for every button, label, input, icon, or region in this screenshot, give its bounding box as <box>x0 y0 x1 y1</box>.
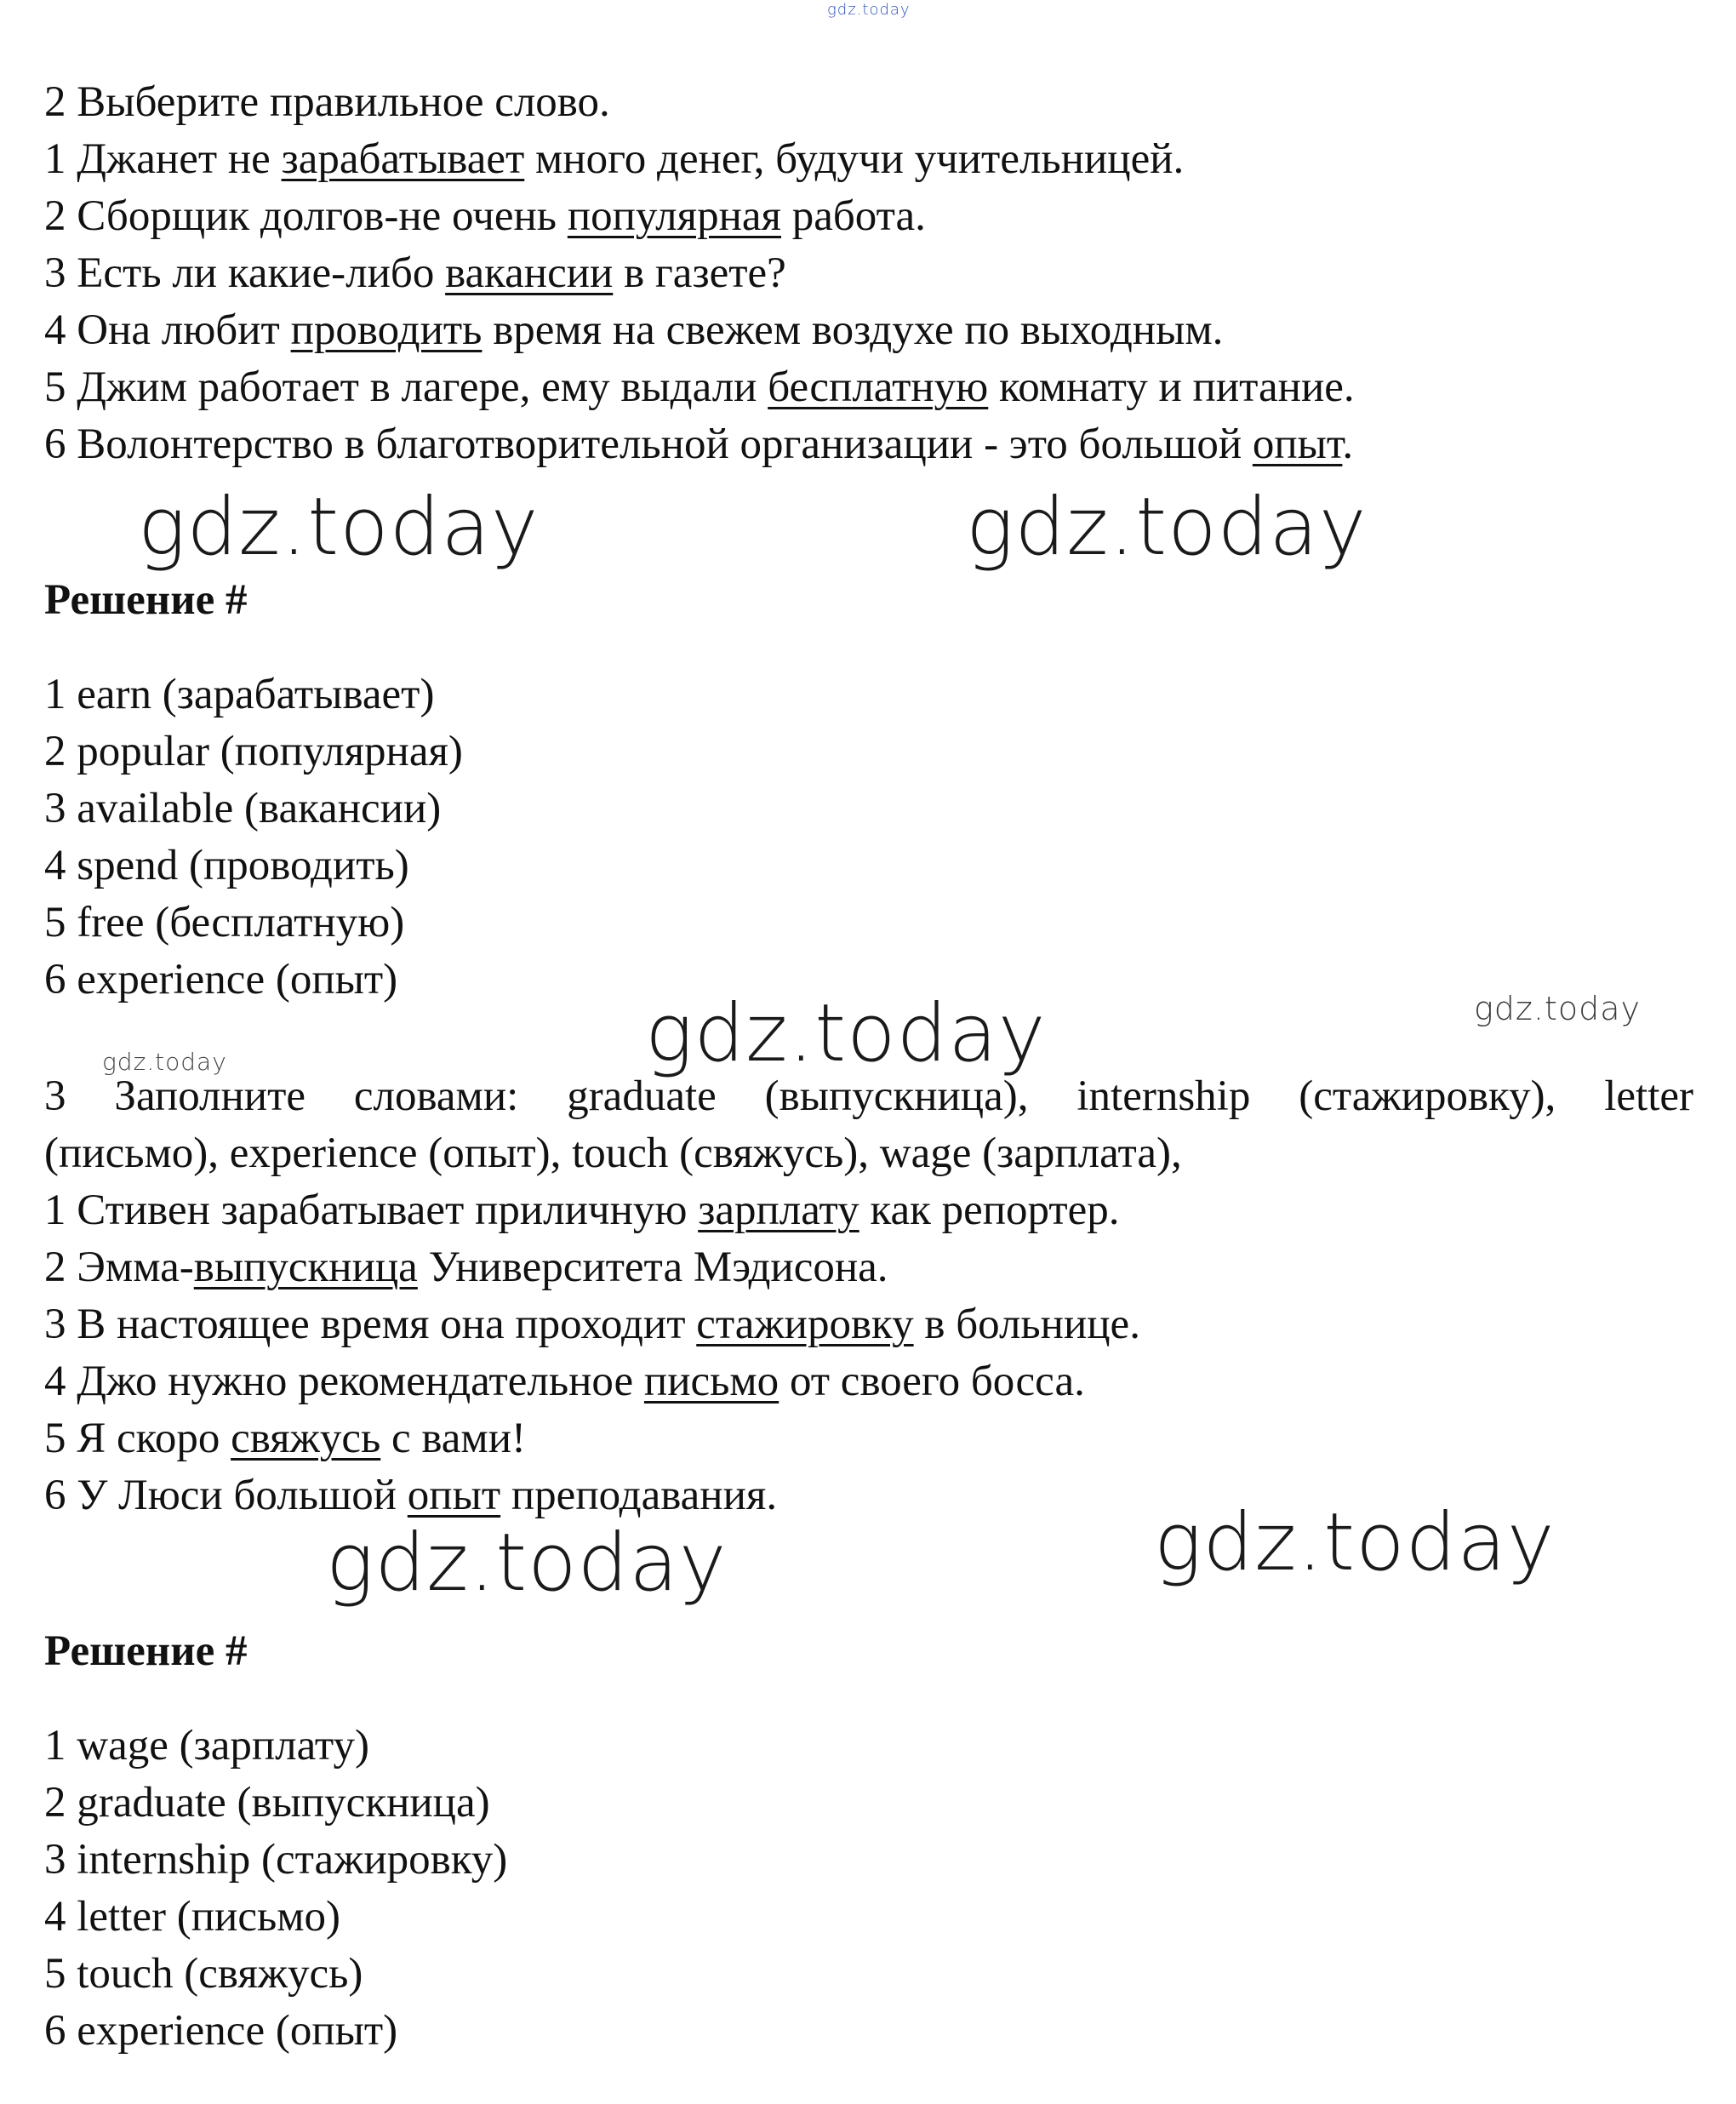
watermark: gdz.today <box>138 481 540 574</box>
section-3-title: 3 Заполните словами: graduate (выпускница), internship (стажировку), letter <box>44 1072 1693 1120</box>
section-3-item: 4 Джо нужно рекомендательное письмо от своего босса. <box>44 1358 1085 1405</box>
answer-line: 1 earn (зарабатывает) <box>44 671 435 718</box>
watermark: gdz.today <box>1474 990 1641 1027</box>
section-2-item: 2 Сборщик долгов-не очень популярная работа. <box>44 192 926 240</box>
watermark: gdz.today <box>645 987 1047 1080</box>
answer-line: 5 touch (свяжусь) <box>44 1950 363 1998</box>
watermark: gdz.today <box>102 1048 227 1076</box>
underlined-word: письмо <box>643 1358 779 1405</box>
section-2-item: 3 Есть ли какие-либо вакансии в газете? <box>44 249 786 297</box>
answer-line: 6 experience (опыт) <box>44 2007 398 2055</box>
section-2-title: 2 Выберите правильное слово. <box>44 78 610 126</box>
solution-heading: Решение # <box>44 1627 248 1675</box>
watermark: gdz.today <box>326 1517 728 1609</box>
underlined-word: зарабатывает <box>281 135 525 183</box>
answer-line: 4 spend (проводить) <box>44 842 409 889</box>
watermark: gdz.today <box>966 481 1368 574</box>
solution-heading: Решение # <box>44 576 248 624</box>
underlined-word: популярная <box>567 192 781 240</box>
section-2-item: 1 Джанет не зарабатывает много денег, будучи учительницей. <box>44 135 1185 183</box>
section-3-item: 1 Стивен зарабатывает приличную зарплату как репортер. <box>44 1186 1120 1234</box>
answer-line: 1 wage (зарплату) <box>44 1722 370 1770</box>
underlined-word: свяжусь <box>231 1415 381 1462</box>
answer-line: 5 free (бесплатную) <box>44 899 405 946</box>
underlined-word: вакансии <box>445 249 614 297</box>
answer-line: 6 experience (опыт) <box>44 956 398 1003</box>
answer-line: 2 graduate (выпускница) <box>44 1779 490 1827</box>
underlined-word: опыт <box>1252 420 1343 468</box>
section-2-item: 6 Волонтерство в благотворительной организации - это большой опыт. <box>44 420 1354 468</box>
answer-line: 2 popular (популярная) <box>44 728 463 775</box>
underlined-word: стажировку <box>696 1301 914 1348</box>
answer-line: 3 internship (стажировку) <box>44 1836 508 1884</box>
underlined-word: зарплату <box>698 1186 859 1234</box>
section-3-item: 5 Я скоро свяжусь с вами! <box>44 1415 526 1462</box>
section-3-item: 3 В настоящее время она проходит стажировку в больнице. <box>44 1301 1140 1348</box>
underlined-word: проводить <box>290 306 483 354</box>
underlined-word: выпускница <box>193 1244 418 1291</box>
watermark: gdz.today <box>1154 1496 1556 1589</box>
section-3-title-continued: (письмо), experience (опыт), touch (свяжусь), wage (зарплата), <box>44 1129 1182 1177</box>
section-3-item: 6 У Люси большой опыт преподавания. <box>44 1472 778 1519</box>
section-2-item: 4 Она любит проводить время на свежем воздухе по выходным. <box>44 306 1224 354</box>
section-2-item: 5 Джим работает в лагере, ему выдали бесплатную комнату и питание. <box>44 363 1355 411</box>
answer-line: 3 available (вакансии) <box>44 785 442 832</box>
watermark-top: gdz.today <box>827 1 911 19</box>
answer-line: 4 letter (письмо) <box>44 1893 340 1941</box>
section-3-item: 2 Эмма-выпускница Университета Мэдисона. <box>44 1244 888 1291</box>
underlined-word: опыт <box>407 1472 501 1519</box>
underlined-word: бесплатную <box>768 363 989 411</box>
